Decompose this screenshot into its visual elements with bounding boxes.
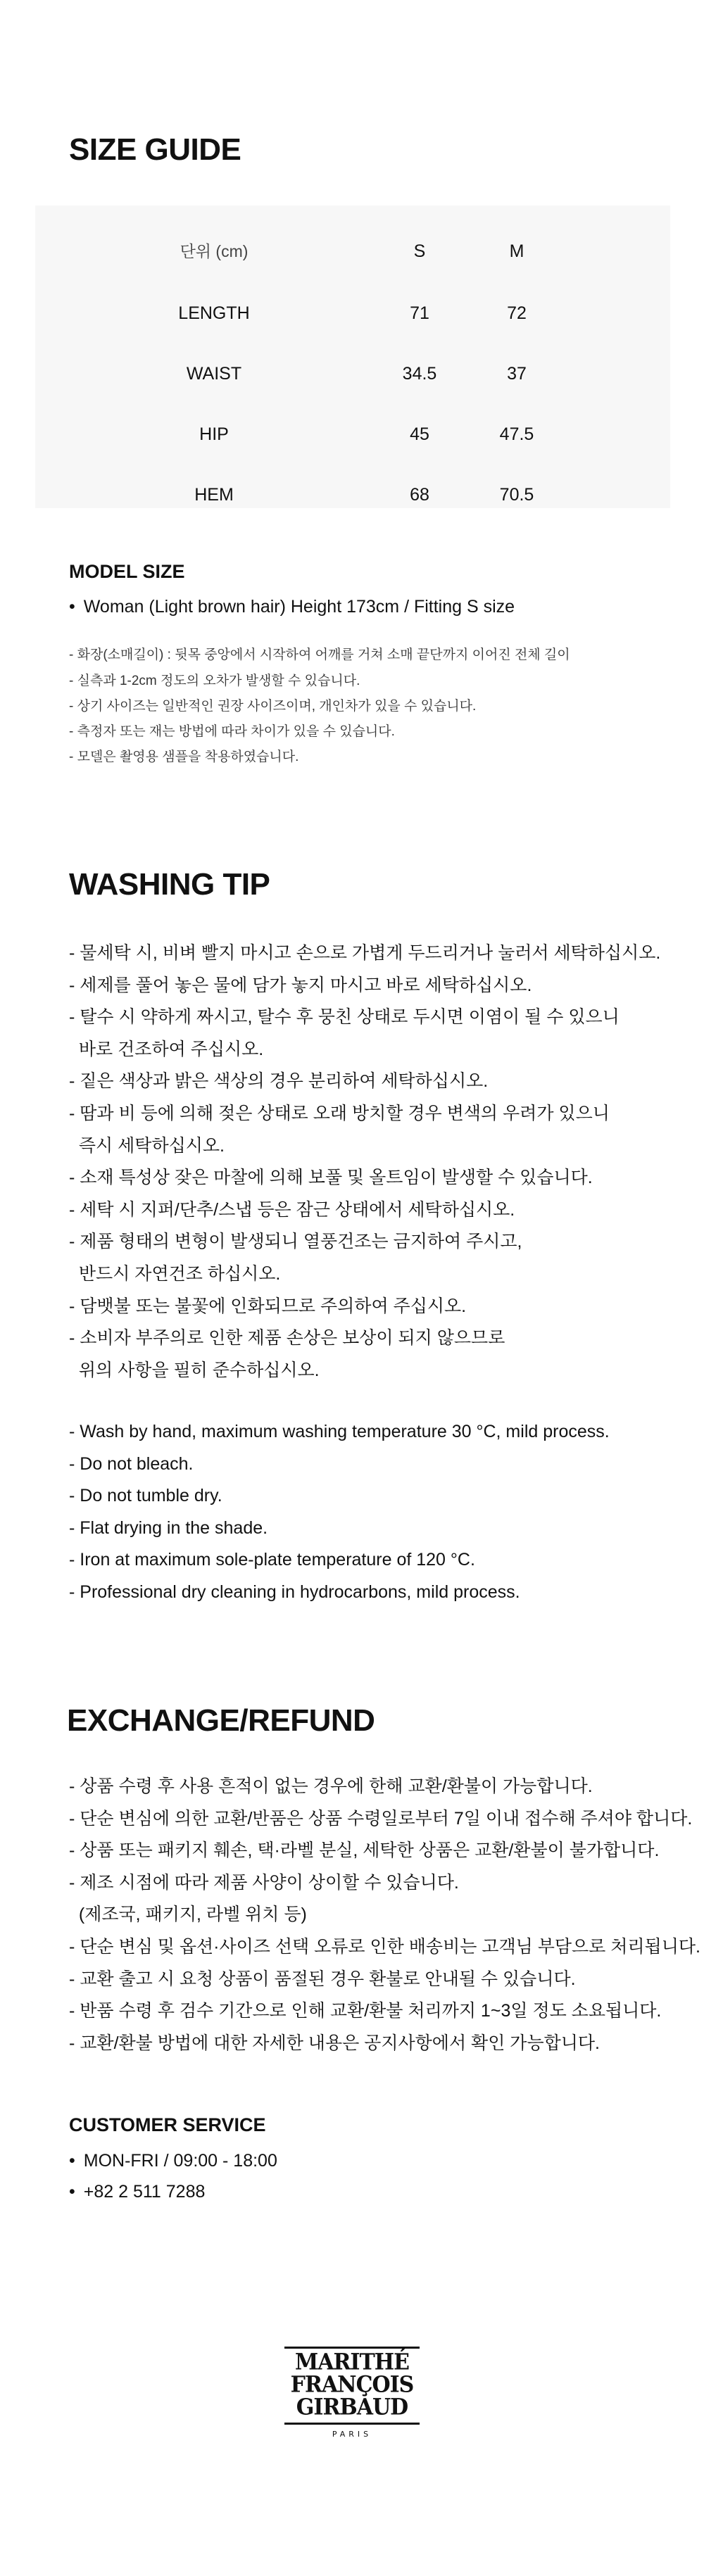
size-note: - 상기 사이즈는 일반적인 권장 사이즈이며, 개인차가 있을 수 있습니다. [69, 699, 477, 714]
exchange-policy-line: (제조국, 패키지, 라벨 위치 등) [69, 1905, 307, 1925]
exchange-refund-title: EXCHANGE/REFUND [67, 1703, 375, 1738]
brand-logo: MARITHÉ FRANÇOIS GIRBAUD PARIS [284, 2347, 420, 2438]
row-label: LENGTH [178, 303, 250, 323]
washing-instruction: 바로 건조하여 주십시오. [69, 1039, 264, 1059]
washing-instruction-en: - Professional dry cleaning in hydrocarbons, mild process. [69, 1582, 520, 1602]
washing-instruction-en: - Flat drying in the shade. [69, 1517, 268, 1538]
washing-instruction: - 물세탁 시, 비벼 빨지 마시고 손으로 가볍게 두드리거나 눌러서 세탁하십시오. [69, 943, 661, 963]
washing-instruction-en: - Do not tumble dry. [69, 1486, 222, 1506]
washing-instruction: - 탈수 시 약하게 짜시고, 탈수 후 뭉친 상태로 두시면 이염이 될 수 있으니 [69, 1007, 620, 1028]
size-note: - 모델은 촬영용 샘플을 착용하였습니다. [69, 750, 299, 764]
exchange-policy-line: - 단순 변심 및 옵션·사이즈 선택 오류로 인한 배송비는 고객님 부담으로 처리됩니다. [69, 1937, 700, 1957]
size-s-value: 71 [410, 303, 429, 323]
table-row [35, 296, 670, 331]
customer-service-title: CUSTOMER SERVICE [69, 2114, 266, 2135]
size-note: - 실측과 1-2cm 정도의 오차가 발생할 수 있습니다. [69, 674, 360, 688]
exchange-policy-line: - 교환 출고 시 요청 상품이 품절된 경우 환불로 안내될 수 있습니다. [69, 1969, 576, 1989]
washing-instruction: - 담뱃불 또는 불꽃에 인화되므로 주의하여 주십시오. [69, 1296, 467, 1316]
exchange-policy-line: - 단순 변심에 의한 교환/반품은 상품 수령일로부터 7일 이내 접수해 주셔야 합니다. [69, 1808, 693, 1829]
table-row [35, 417, 670, 452]
row-label: HEM [194, 485, 234, 505]
washing-instruction-en: - Do not bleach. [69, 1453, 194, 1474]
table-row [35, 477, 670, 512]
row-label: WAIST [186, 364, 242, 384]
washing-tip-title: WASHING TIP [69, 867, 270, 902]
washing-instruction: - 땀과 비 등에 의해 젖은 상태로 오래 방치할 경우 변색의 우려가 있으니 [69, 1104, 610, 1123]
size-table-header [35, 234, 670, 269]
size-note: - 화장(소매길이) : 뒷목 중앙에서 시작하여 어깨를 거쳐 소매 끝단까지 이어진 전체 길이 [69, 648, 570, 662]
size-s-header: S [413, 241, 426, 261]
washing-instruction-en: - Wash by hand, maximum washing temperature 30 °C, mild process. [69, 1422, 610, 1441]
washing-instruction: - 짙은 색상과 밝은 색상의 경우 분리하여 세탁하십시오. [69, 1071, 489, 1092]
size-table [35, 206, 670, 508]
size-note: - 측정자 또는 재는 방법에 따라 차이가 있을 수 있습니다. [69, 724, 395, 739]
washing-instruction: 위의 사항을 필히 준수하십시오. [69, 1360, 320, 1380]
washing-instruction: - 소재 특성상 잦은 마찰에 의해 보풀 및 올트임이 발생할 수 있습니다. [69, 1168, 593, 1188]
model-info: • Woman (Light brown hair) Height 173cm / Fitting S size [69, 597, 515, 617]
exchange-policy-line: - 상품 수령 후 사용 흔적이 없는 경우에 한해 교환/환불이 가능합니다. [69, 1776, 593, 1796]
exchange-policy-line: - 상품 또는 패키지 훼손, 택·라벨 분실, 세탁한 상품은 교환/환불이 불가합니다. [69, 1841, 660, 1861]
size-s-value: 68 [410, 485, 429, 505]
size-guide-title: SIZE GUIDE [69, 132, 241, 167]
exchange-policy-line: - 반품 수령 후 검수 기간으로 인해 교환/환불 처리까지 1~3일 정도 소요됩니다. [69, 2001, 662, 2021]
model-size-title: MODEL SIZE [69, 561, 185, 582]
washing-instruction: - 세탁 시 지퍼/단추/스냅 등은 잠근 상태에서 세탁하십시오. [69, 1199, 515, 1220]
size-m-value: 37 [507, 364, 527, 384]
size-m-value: 72 [507, 303, 527, 323]
washing-instruction: 즉시 세탁하십시오. [69, 1135, 225, 1156]
unit-header: 단위 (cm) [180, 242, 249, 260]
size-m-value: 70.5 [499, 485, 534, 505]
phone-number[interactable]: • +82 2 511 7288 [69, 2182, 205, 2202]
washing-instruction: 반드시 자연건조 하십시오. [69, 1264, 281, 1284]
row-label: HIP [199, 424, 229, 444]
washing-instruction-en: - Iron at maximum sole-plate temperature of 120 °C. [69, 1550, 475, 1570]
business-hours: • MON-FRI / 09:00 - 18:00 [69, 2151, 277, 2171]
washing-instruction: - 세제를 풀어 놓은 물에 담가 놓지 마시고 바로 세탁하십시오. [69, 975, 532, 995]
size-s-value: 34.5 [402, 364, 437, 384]
size-m-value: 47.5 [499, 424, 534, 444]
exchange-policy-line: - 교환/환불 방법에 대한 자세한 내용은 공지사항에서 확인 가능합니다. [69, 2033, 600, 2053]
washing-instruction: - 제품 형태의 변형이 발생되니 열풍건조는 금지하여 주시고, [69, 1232, 522, 1252]
washing-instruction: - 소비자 부주의로 인한 제품 손상은 보상이 되지 않으므로 [69, 1328, 505, 1349]
size-s-value: 45 [410, 424, 429, 444]
exchange-policy-line: - 제조 시점에 따라 제품 사양이 상이할 수 있습니다. [69, 1872, 459, 1893]
size-m-header: M [509, 241, 524, 261]
table-row [35, 356, 670, 391]
